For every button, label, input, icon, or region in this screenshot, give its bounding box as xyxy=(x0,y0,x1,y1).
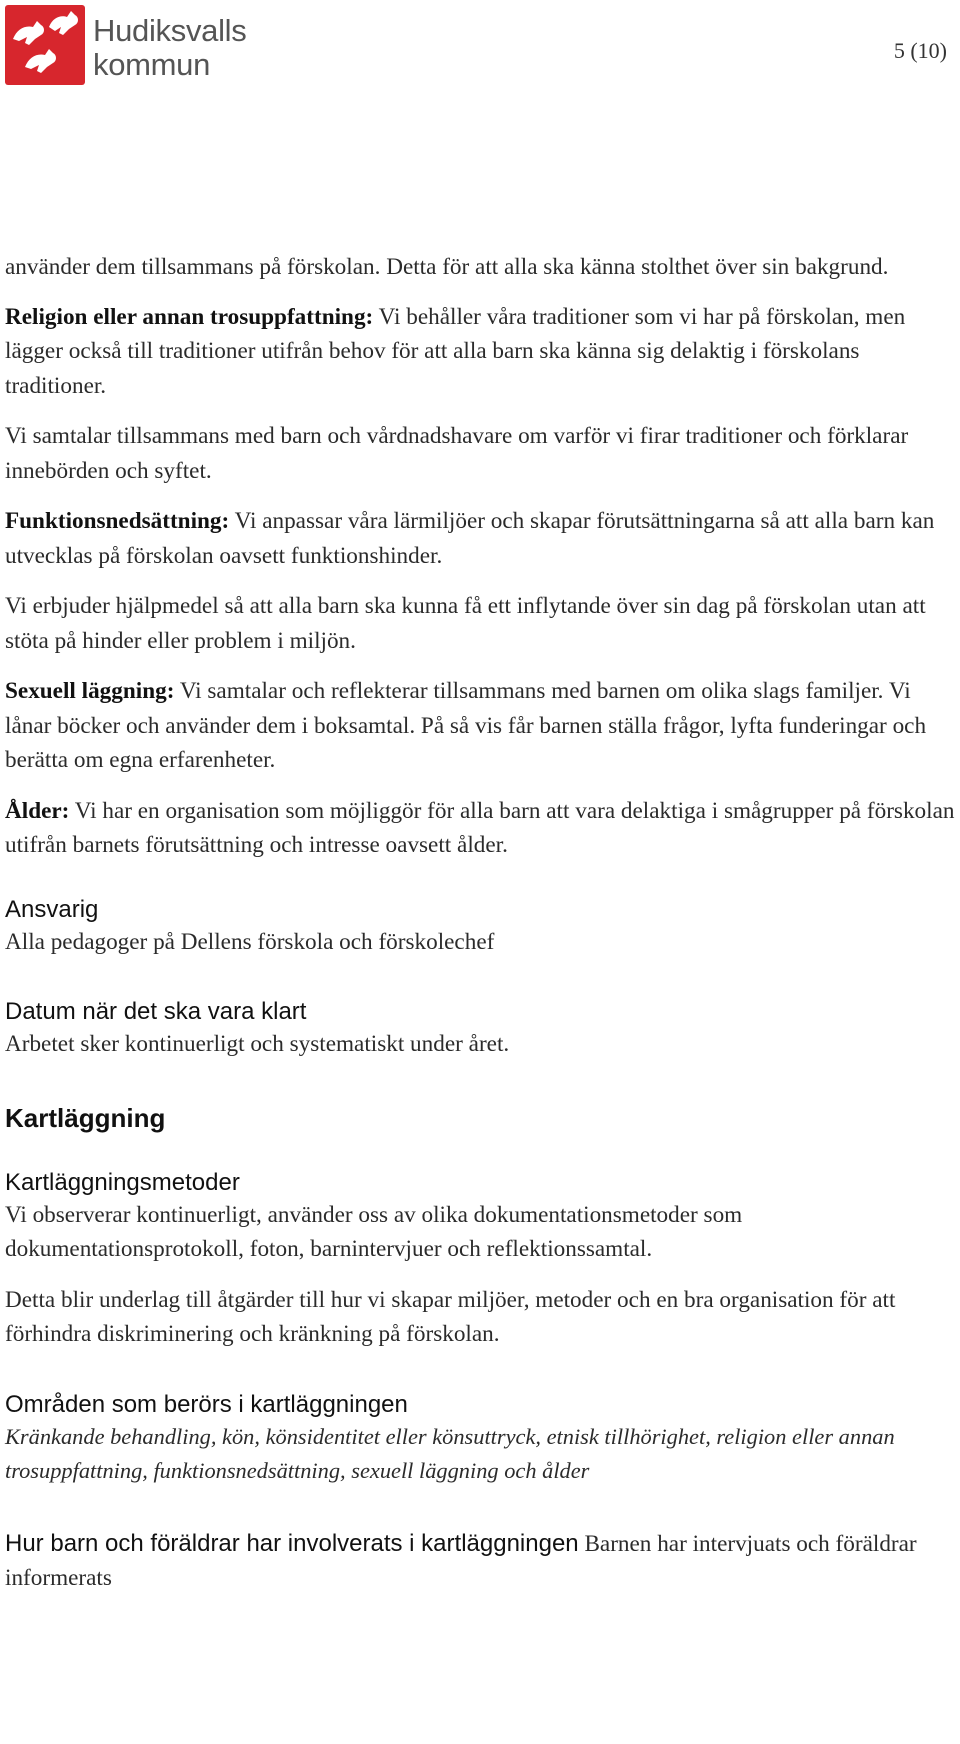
logo-line-1: Hudiksvalls xyxy=(93,13,247,48)
heading-datum: Datum när det ska vara klart xyxy=(5,998,307,1025)
paragraph-alder xyxy=(5,794,960,863)
alder-label: Ålder: xyxy=(5,797,70,824)
paragraph-involverats xyxy=(5,1527,960,1596)
heading-kartlaggning: Kartläggning xyxy=(5,1102,166,1133)
logo-wordmark xyxy=(93,14,246,82)
sex-label: Sexuell läggning: xyxy=(5,678,175,704)
paragraph-sexuell-laggning xyxy=(5,674,960,778)
ansvarig-text: Alla pedagoger på Dellens förskola och förskolechef xyxy=(5,928,495,955)
datum-text: Arbetet sker kontinuerligt och systematiskt under året. xyxy=(5,1031,510,1057)
underlag-text: Detta blir underlag till åtgärder till hur vi skapar miljöer, metoder och en bra organisation för att förhindra diskriminering och kränkning på förskolan. xyxy=(5,1286,896,1347)
religion-text: Vi behåller våra traditioner som vi har på förskolan, men lägger också till traditioner utifrån behov för att alla barn ska känna sig delaktig i förskolans traditioner. xyxy=(5,303,906,399)
logo-line-2: kommun xyxy=(93,47,211,82)
heading-omraden: Områden som berörs i kartläggningen xyxy=(5,1390,408,1418)
goat-emblem-icon xyxy=(5,5,85,85)
heading-ansvarig: Ansvarig xyxy=(5,895,99,923)
omraden-text: Kränkande behandling, kön, könsidentitet eller könsuttryck, etnisk tillhörighet, religion eller annan trosuppfattning, funktionsnedsättning, sexuell läggning och ålder xyxy=(5,1423,895,1483)
heading-involverats: Hur barn och föräldrar har involverats i kartläggningen xyxy=(5,1529,579,1557)
involverats-text: Barnen har intervjuats och föräldrar informerats xyxy=(5,1530,917,1591)
paragraph-religion xyxy=(5,300,960,404)
page-number: 5 (10) xyxy=(893,38,947,63)
document-body xyxy=(5,250,960,1596)
funk-label: Funktionsnedsättning: xyxy=(5,508,230,534)
municipality-logo xyxy=(5,5,250,85)
heading-kartlaggningsmetoder: Kartläggningsmetoder xyxy=(5,1168,240,1196)
sex-text: Vi samtalar och reflekterar tillsammans med barnen om olika slags familjer. Vi lånar böcker och använder dem i boksamtal. På så vis får barnen ställa frågor, lyfta funderingar och berätta om egna erfarenheter. xyxy=(5,678,927,773)
paragraph-hjalpmedel: Vi erbjuder hjälpmedel så att alla barn ska kunna få ett inflytande över sin dag på förskolan utan att stöta på hinder eller problem i miljön. xyxy=(5,593,926,654)
religion-label: Religion eller annan trosuppfattning: xyxy=(5,303,374,330)
metoder-text: Vi observerar kontinuerligt, använder oss av olika dokumentationsmetoder som dokumentationsprotokoll, foton, barnintervjuer och reflektionssamtal. xyxy=(5,1201,743,1262)
alder-text: Vi har en organisation som möjliggör för alla barn att vara delaktiga i smågrupper på förskolan utifrån barnets förutsättning och intresse oavsett ålder. xyxy=(5,797,955,858)
paragraph-funktionsnedsattning xyxy=(5,504,960,573)
paragraph-bakgrund: använder dem tillsammans på förskolan. Detta för att alla ska känna stolthet över sin bakgrund. xyxy=(5,254,889,280)
paragraph-traditioner: Vi samtalar tillsammans med barn och vårdnadshavare om varför vi firar traditioner och förklarar innebörden och syftet. xyxy=(5,423,909,484)
funk-text: Vi anpassar våra lärmiljöer och skapar förutsättningarna så att alla barn kan utvecklas på förskolan oavsett funktionshinder. xyxy=(5,508,935,569)
